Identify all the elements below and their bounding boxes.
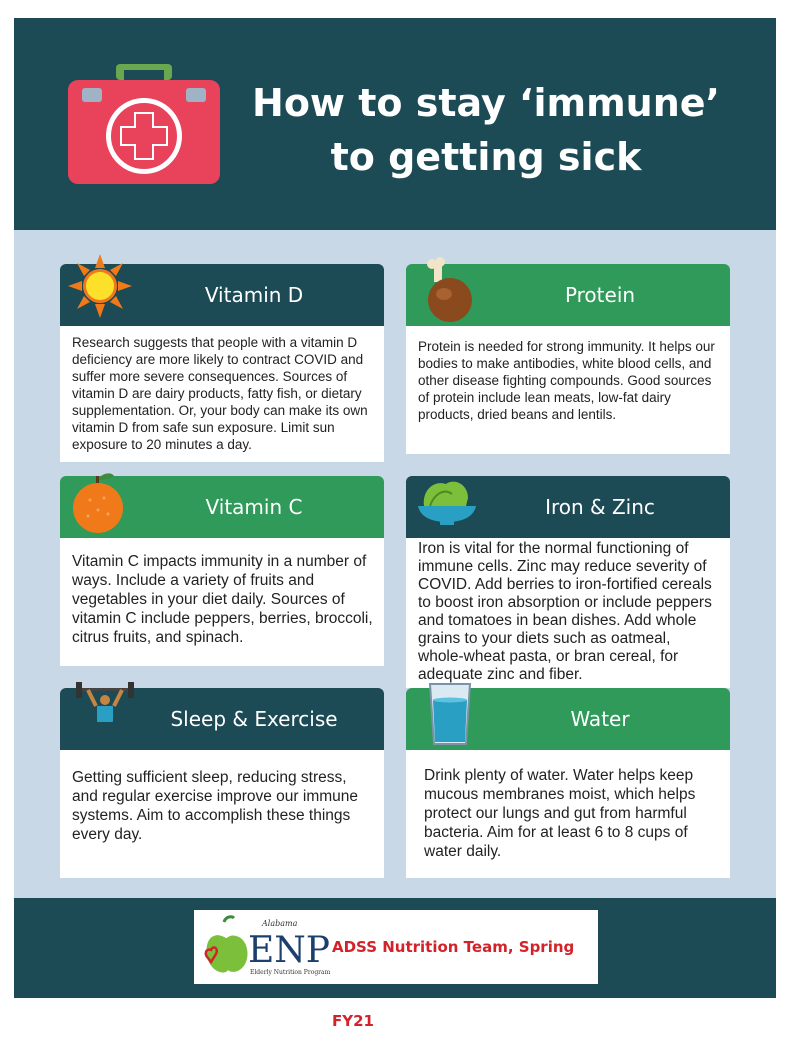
card-body: Drink plenty of water. Water helps keep mucous membranes moist, which helps protect our lungs and gut from harmful bacteria. Aim for at least 6 to 8 cups of water daily. [406,750,730,878]
card-body: Protein is needed for strong immunity. It helps our bodies to make antibodies, white blood cells, and other disease fighting compounds. Good sources of protein include lean meats, low-fat dairy products, dried beans and lentils. [406,326,730,454]
card-title: Sleep & Exercise [170,707,338,731]
footer-banner [14,898,776,1030]
card-title: Vitamin C [205,495,303,519]
page-title [236,76,736,184]
credit-text: ADSS Nutrition Team, Spring FY21 [332,938,575,1030]
card-title: Protein [564,283,636,307]
infographic-page [14,18,776,1030]
logo-program: Elderly Nutrition Program [250,969,331,976]
logo-name: ENP [248,930,331,971]
logo-state: Alabama [262,919,298,928]
drumstick-icon [418,256,478,324]
orange-icon [68,470,128,534]
card-title: Vitamin D [204,283,304,307]
enp-logo [202,914,331,980]
leafy-greens-icon [416,476,478,526]
first-aid-kit-icon [64,62,224,186]
header-banner [14,18,776,230]
card-title: Iron & Zinc [545,495,655,519]
title-line-2: to getting sick [330,135,642,179]
card-body: Research suggests that people with a vitamin D deficiency are more likely to contract COVID and suffer more severe consequences. Sources of vitamin D are dairy products, fatty fish, or dietary supplementation. Or, your body can make its own vitamin D from safe sun exposure. Limit sun exposure to 20 minutes a day. [60,326,384,462]
card-body: Getting sufficient sleep, reducing stress, and regular exercise improve our immune systems. Aim to accomplish these things every day. [60,750,384,878]
footer-credit-box [194,910,598,1030]
card-body: Vitamin C impacts immunity in a number of ways. Include a variety of fruits and vegetables in your diet daily. Sources of vitamin C include peppers, berries, broccoli, citrus fruits, and spinach. [60,538,384,666]
sun-icon [68,254,132,318]
weightlifter-icon [74,682,136,738]
card-title: Water [570,707,630,731]
card-body: Iron is vital for the normal functioning of immune cells. Zinc may reduce severity of COVID. Add berries to iron-fortified cereals to boost iron absorption or include peppers and tomatoes in bean dishes. Add whole grains to your diets such as oatmeal, whole-wheat pasta, or bran cereal, for adequate zinc and fiber. [406,538,730,688]
water-glass-icon [428,682,472,746]
title-line-1: How to stay ‘immune’ [252,81,720,125]
